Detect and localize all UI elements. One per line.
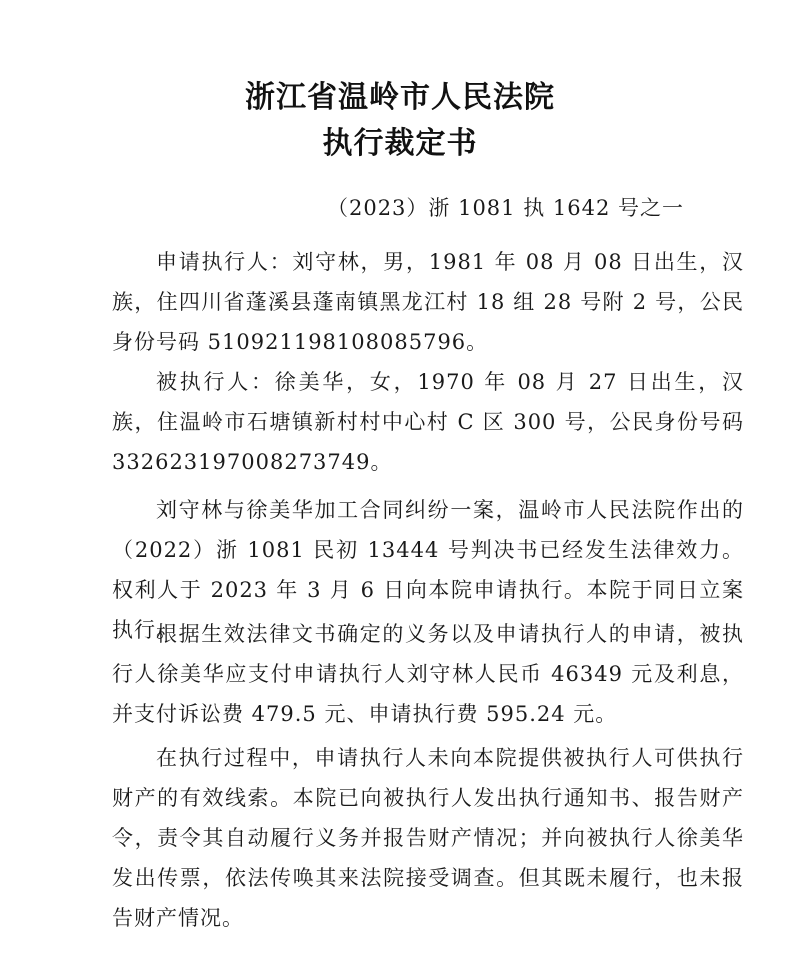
paragraph-enforcement-process: 在执行过程中，申请执行人未向本院提供被执行人可供执行财产的有效线索。本院已向被执行人发出执行通知书、报告财产令，责令其自动履行义务并报告财产情况；并向被执行人徐美华发出传票，依法传唤其来法院接受调查。但其既未履行，也未报告财产情况。 xyxy=(112,746,744,930)
court-name: 浙江省温岭市人民法院 xyxy=(245,80,555,115)
case-number: （2023）浙 1081 执 1642 号之一 xyxy=(326,196,684,220)
document-type-title: 执行裁定书 xyxy=(322,126,478,161)
paragraph-respondent: 被执行人：徐美华，女，1970 年 08 月 27 日出生，汉族，住温岭市石塘镇新村村中心村 C 区 300 号，公民身份号码 332623197008273749。 xyxy=(112,370,744,474)
paragraph-case-background: 刘守林与徐美华加工合同纠纷一案，温岭市人民法院作出的（2022）浙 1081 民初 13444 号判决书已经发生法律效力。权利人于 2023 年 3 月 6 日向本院申请执行。本院于同日立案执行。 xyxy=(112,498,744,642)
paragraph-applicant: 申请执行人：刘守林，男，1981 年 08 月 08 日出生，汉族，住四川省蓬溪县蓬南镇黑龙江村 18 组 28 号附 2 号，公民身份号码 510921198108085796。 xyxy=(112,250,744,354)
paragraph-obligations: 根据生效法律文书确定的义务以及申请执行人的申请，被执行人徐美华应支付申请执行人刘守林人民币 46349 元及利息，并支付诉讼费 479.5 元、申请执行费 595.24 元。 xyxy=(112,622,744,726)
